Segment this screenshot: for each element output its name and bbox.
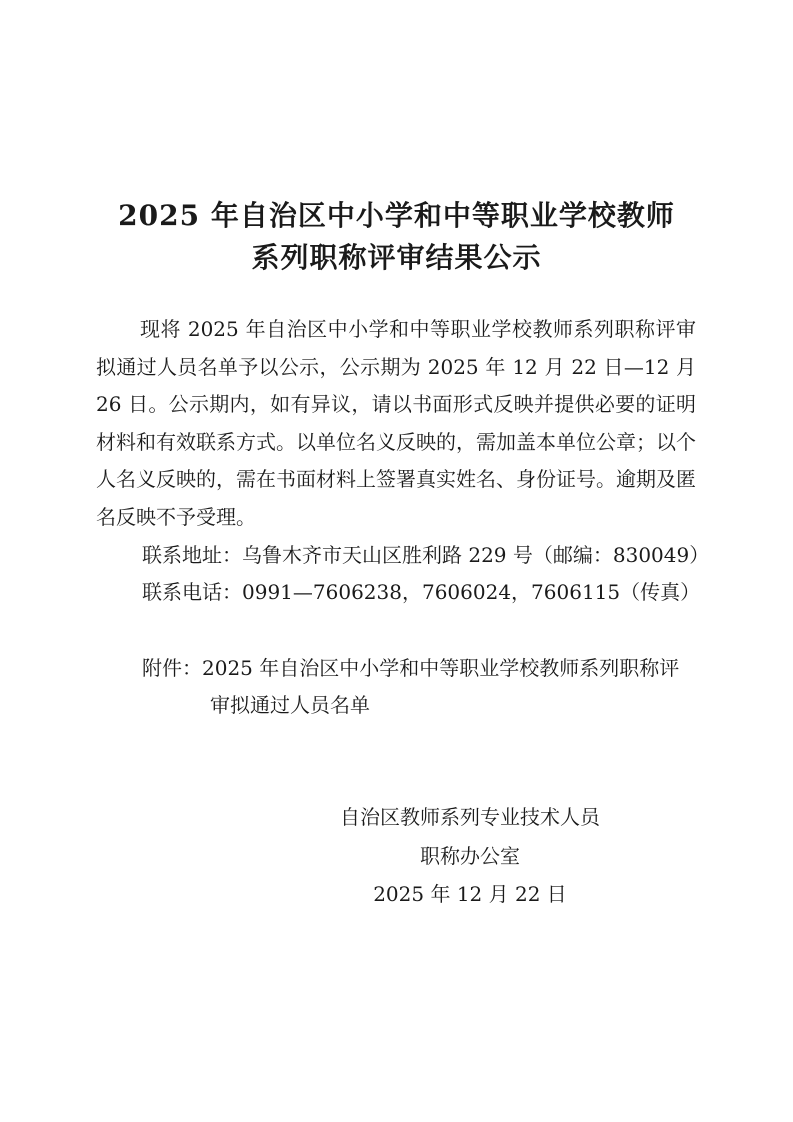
signature-office: 职称办公室 <box>420 844 520 868</box>
attachment-label: 附件： <box>142 656 202 680</box>
attachment-text-line-2: 审拟通过人员名单 <box>210 693 370 717</box>
attachment-text-line-1: 2025 年自治区中小学和中等职业学校教师系列职称评 <box>202 656 680 680</box>
document-title-line-1: 2025 年自治区中小学和中等职业学校教师 <box>118 199 675 232</box>
attachment-line <box>142 650 679 688</box>
signature-organization: 自治区教师系列专业技术人员 <box>340 805 600 829</box>
document-title-line-2: 系列职称评审结果公示 <box>251 241 542 274</box>
contact-address: 联系地址：乌鲁木齐市天山区胜利路 229 号（邮编：830049） <box>142 543 710 567</box>
contact-phone: 联系电话：0991—7606238，7606024，7606115（传真） <box>142 580 701 604</box>
signature-date: 2025 年 12 月 22 日 <box>373 882 567 906</box>
main-paragraph: 现将 2025 年自治区中小学和中等职业学校教师系列职称评审拟通过人员名单予以公示，公示期为 2025 年 12 月 22 日—12 月 26 日。公示期内，如有异议，请以书面形式反映并提供必要的证明材料和有效联系方式。以单位名义反映的，需加盖本单位公章；以个人名义反映的，需在书面材料上签署真实姓名、身份证号。逾期及匿名反映不予受理。 <box>96 317 696 529</box>
